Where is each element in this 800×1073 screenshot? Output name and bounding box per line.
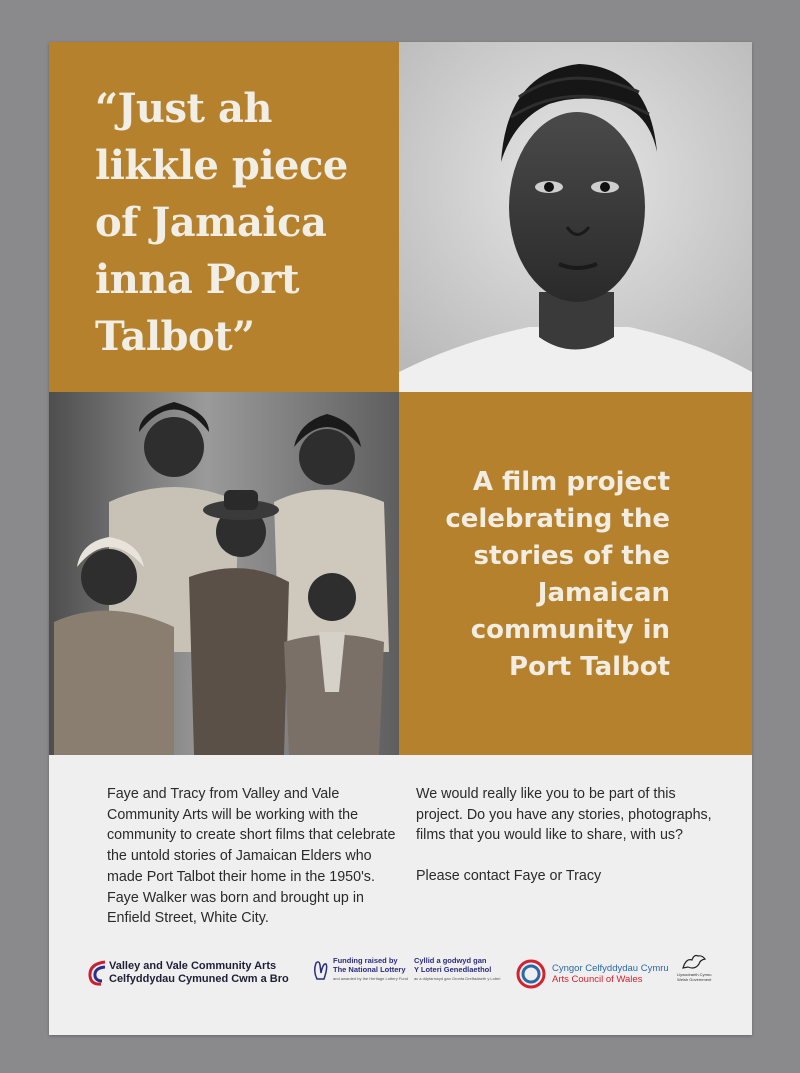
valley-vale-logo bbox=[87, 960, 289, 986]
portrait-photo bbox=[399, 42, 752, 392]
quote-panel bbox=[49, 42, 399, 392]
arts-council-name-en: Arts Council of Wales bbox=[552, 974, 643, 985]
welsh-government-logo bbox=[677, 952, 711, 982]
children-group-photo bbox=[49, 392, 399, 755]
portrait-image bbox=[399, 42, 752, 392]
poster bbox=[49, 42, 752, 1035]
lottery-funding-en-2: The National Lottery bbox=[333, 965, 406, 974]
project-description: Faye and Tracy from Valley and Vale Community Arts will be working with the community to create short films that celebrate the untold stories of Jamaican Elders who made Port Talbot their home in the 1950's. Faye Walker was born and brought up in Enfield Street, White City. bbox=[107, 786, 396, 927]
lottery-funding-cy-small: ac a ddyfarnwyd gan Gronfa Dreftadaeth y Loteri bbox=[413, 976, 501, 981]
welsh-dragon-icon bbox=[680, 952, 708, 972]
crossed-fingers-icon bbox=[311, 959, 329, 981]
arts-council-wales-logo bbox=[515, 958, 669, 990]
arts-council-ring-icon bbox=[515, 958, 547, 990]
sponsor-logos bbox=[49, 952, 752, 1002]
lottery-funding-en-small: and awarded by the Heritage Lottery Fund bbox=[333, 976, 408, 981]
valley-vale-swirl-icon bbox=[87, 960, 109, 986]
lottery-funding-cy-2: Y Loteri Genedlaethol bbox=[413, 965, 492, 974]
welsh-government-name-en: Welsh Government bbox=[677, 977, 712, 982]
national-lottery-logo bbox=[311, 956, 500, 983]
tagline-text: A film project celebrating the stories of the Jamaican community in Port Talbot bbox=[445, 467, 670, 682]
lottery-funding-en-1: Funding raised by bbox=[333, 956, 398, 965]
arts-council-name-cy: Cyngor Celfyddydau Cymru bbox=[552, 963, 669, 974]
valley-vale-name-en: Valley and Vale Community Arts bbox=[109, 960, 277, 972]
quote-title: “Just ah likkle piece of Jamaica inna Port Talbot” bbox=[95, 85, 348, 360]
welsh-government-name-cy: Llywodraeth Cymru bbox=[677, 972, 712, 977]
tagline-panel bbox=[399, 392, 752, 755]
call-to-action bbox=[416, 784, 716, 907]
participation-request: We would really like you to be part of this project. Do you have any stories, photographs, films that you would like to share, with us? bbox=[416, 786, 712, 844]
children-image bbox=[49, 392, 399, 755]
valley-vale-name-cy: Celfyddydau Cymuned Cwm a Bro bbox=[109, 973, 289, 985]
lottery-funding-cy-1: Cyllid a godwyd gan bbox=[413, 956, 487, 965]
contact-line: Please contact Faye or Tracy bbox=[416, 868, 602, 885]
